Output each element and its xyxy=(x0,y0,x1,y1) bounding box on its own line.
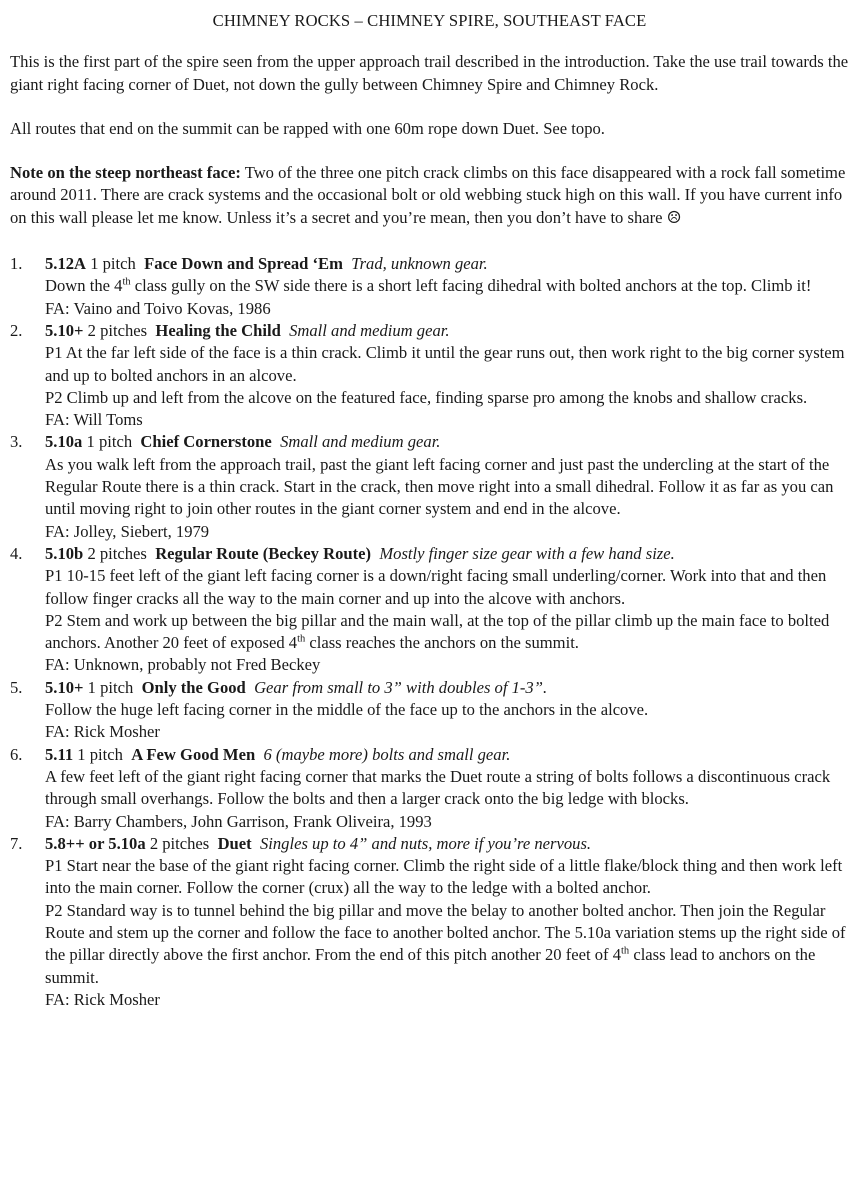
route-first-ascent: FA: Will Toms xyxy=(45,410,143,430)
route-header xyxy=(45,744,849,766)
route-item xyxy=(10,744,849,833)
route-description: As you walk left from the approach trail, past the giant left facing corner and just past the undercling at the start of the Regular Route there is a thin crack. Start in the crack, then move right into a small dihedral. Follow it as far as you can until moving right to join other routes in the giant corner system and end in the alcove. xyxy=(45,454,834,519)
route-list xyxy=(10,253,849,1011)
description-text: P2 Standard way is to tunnel behind the big pillar and move the belay to another bolted anchor. Then join the Regular Route and stem up the corner and follow the face to another bolted anchor. The 5.10a variation stems up the right side of the pillar directly above the first anchor. From the end of this pitch another 20 feet of 4 xyxy=(45,900,846,965)
route-pitches: 1 pitch xyxy=(86,432,133,452)
route-name: Only the Good xyxy=(141,677,246,697)
route-number: 7. xyxy=(10,833,23,853)
route-grade: 5.11 xyxy=(45,744,74,764)
route-item xyxy=(10,543,849,677)
route-name: Healing the Child xyxy=(155,320,281,340)
note-body: Two of the three one pitch crack climbs on this face disappeared with a rock fall sometime around 2011. There are crack systems and the occasional bolt or old webbing stuck high on this wall. If you have current info on this wall please let me know. Unless it’s a secret and you’re mean, then you don’t have to share ☹ xyxy=(10,163,846,227)
route-header xyxy=(45,543,849,565)
route-grade: 5.10b xyxy=(45,543,84,563)
route-pitches: 2 pitches xyxy=(87,320,148,340)
route-grade: 5.8++ or 5.10a xyxy=(45,833,146,853)
route-name: Chief Cornerstone xyxy=(140,432,272,452)
route-header xyxy=(45,833,849,855)
route-gear: 6 (maybe more) bolts and small gear. xyxy=(263,744,511,764)
description-text: class reaches the anchors on the summit. xyxy=(305,633,579,653)
route-number: 1. xyxy=(10,254,23,274)
page-title: CHIMNEY ROCKS – CHIMNEY SPIRE, SOUTHEAST FACE xyxy=(212,11,647,30)
route-description: Follow the huge left facing corner in the middle of the face up to the anchors in the alcove. xyxy=(45,700,649,720)
route-first-ascent: FA: Jolley, Siebert, 1979 xyxy=(45,521,210,541)
route-pitch-2 xyxy=(45,610,849,655)
route-gear: Gear from small to 3” with doubles of 1-3”. xyxy=(254,677,548,697)
route-name: Regular Route (Beckey Route) xyxy=(155,543,372,563)
route-gear: Trad, unknown gear. xyxy=(351,254,488,274)
route-item xyxy=(10,677,849,744)
route-header xyxy=(45,320,849,342)
description-text: P2 Stem and work up between the big pillar and the main wall, at the top of the pillar climb up the main face to bolted anchors. Another 20 feet of exposed 4 xyxy=(45,610,830,653)
note-paragraph xyxy=(10,162,849,229)
route-item xyxy=(10,253,849,320)
intro-paragraph: This is the first part of the spire seen from the upper approach trail described in the introduction. Take the use trail towards the giant right facing corner of Duet, not down the gully between Chimney Spire and Chimney Rock. xyxy=(10,52,849,94)
route-description: A few feet left of the giant right facing corner that marks the Duet route a string of bolts follows a discontinuous crack through small overhangs. Follow the bolts and then a larger crack onto the big ledge with blocks. xyxy=(45,766,831,809)
route-pitch-2 xyxy=(45,900,849,989)
route-pitch-1: P1 10-15 feet left of the giant left facing corner is a down/right facing small underling/corner. Work into that and then follow finger cracks all the way to the main corner and up into the alcove with anchors. xyxy=(45,566,827,608)
route-header xyxy=(45,431,849,453)
route-number: 5. xyxy=(10,677,23,697)
route-gear: Mostly finger size gear with a few hand size. xyxy=(379,543,675,563)
route-first-ascent: FA: Vaino and Toivo Kovas, 1986 xyxy=(45,298,271,318)
route-description xyxy=(45,275,849,297)
description-text: Down the 4 xyxy=(45,276,123,296)
route-gear: Small and medium gear. xyxy=(280,432,441,452)
route-header xyxy=(45,253,849,275)
description-text: class lead to anchors on the summit. xyxy=(45,945,816,987)
superscript: th xyxy=(122,276,131,288)
route-name: A Few Good Men xyxy=(131,744,256,764)
route-number: 3. xyxy=(10,432,23,452)
route-first-ascent: FA: Barry Chambers, John Garrison, Frank Oliveira, 1993 xyxy=(45,811,432,831)
route-first-ascent: FA: Rick Mosher xyxy=(45,722,160,742)
rappel-paragraph: All routes that end on the summit can be rapped with one 60m rope down Duet. See topo. xyxy=(10,118,605,138)
route-number: 2. xyxy=(10,320,23,340)
route-item xyxy=(10,320,849,431)
route-name: Duet xyxy=(217,833,252,853)
route-name: Face Down and Spread ‘Em xyxy=(144,254,343,274)
route-item xyxy=(10,431,849,542)
route-number: 4. xyxy=(10,543,23,563)
description-text: class gully on the SW side there is a short left facing dihedral with bolted anchors at the top. Climb it! xyxy=(130,276,812,296)
superscript: th xyxy=(297,633,306,645)
route-number: 6. xyxy=(10,744,23,764)
route-first-ascent: FA: Rick Mosher xyxy=(45,989,160,1009)
note-heading: Note on the steep northeast face: xyxy=(10,163,241,183)
superscript: th xyxy=(621,945,630,957)
route-grade: 5.10a xyxy=(45,432,83,452)
route-pitch-2: P2 Climb up and left from the alcove on the featured face, finding sparse pro among the knobs and shallow cracks. xyxy=(45,387,808,407)
route-pitches: 2 pitches xyxy=(149,833,210,853)
route-gear: Small and medium gear. xyxy=(289,320,450,340)
route-pitches: 1 pitch xyxy=(90,254,136,274)
route-pitch-1: P1 At the far left side of the face is a thin crack. Climb it until the gear runs out, then work right to the big corner system and up to bolted anchors in an alcove. xyxy=(45,343,845,385)
route-pitches: 1 pitch xyxy=(77,744,123,764)
route-header xyxy=(45,677,849,699)
route-grade: 5.10+ xyxy=(45,677,84,697)
route-pitch-1: P1 Start near the base of the giant right facing corner. Climb the right side of a little flake/block thing and then work left into the main corner. Follow the corner (crux) all the way to the ledge with a bolted anchor. xyxy=(45,856,843,898)
route-item xyxy=(10,833,849,1011)
route-grade: 5.10+ xyxy=(45,320,84,340)
route-pitches: 2 pitches xyxy=(87,543,147,563)
route-gear: Singles up to 4” and nuts, more if you’re nervous. xyxy=(259,833,592,853)
route-pitches: 1 pitch xyxy=(87,677,134,697)
route-first-ascent: FA: Unknown, probably not Fred Beckey xyxy=(45,655,321,675)
route-grade: 5.12A xyxy=(45,254,87,274)
